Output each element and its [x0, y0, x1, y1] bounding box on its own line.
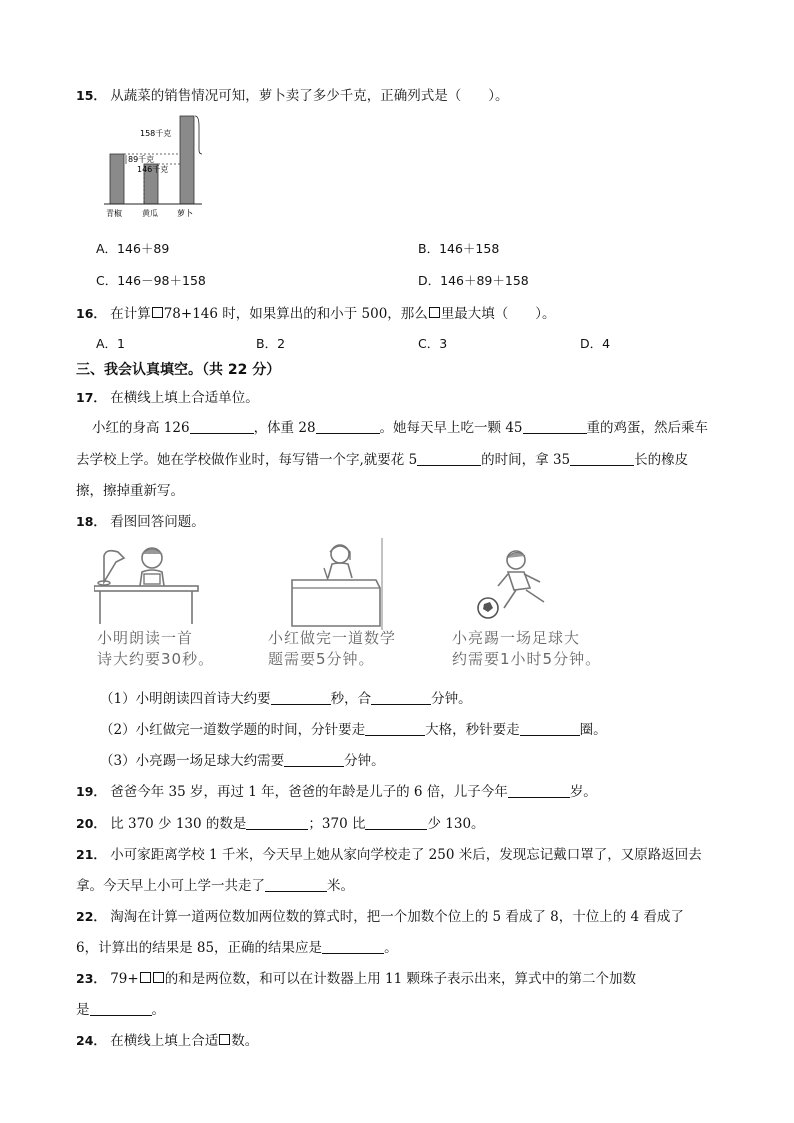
bar-luobo	[180, 116, 194, 204]
q21-line-1: 21． 小可家距离学校 1 千米，今天早上她从家向学校走了 250 米后，发现忘记戴口罩了，又原路返回去	[76, 847, 702, 863]
category-luobo: 萝卜	[177, 209, 193, 218]
boy-soccer-illustration	[474, 546, 564, 624]
blank-box-icon	[153, 972, 164, 983]
q19-stem: 19． 爸爸今年 35 岁，再过 1 年，爸爸的年龄是儿子的 6 倍，儿子今年 岁。	[76, 784, 597, 800]
pencil-icon	[324, 568, 328, 580]
question-number: 20．	[76, 816, 106, 831]
q15-text: 从蔬菜的销售情况可知，萝卜卖了多少千克，正确列式是（ ）。	[110, 88, 509, 104]
question-number: 15．	[76, 88, 106, 103]
q18-stem: 18． 看图回答问题。	[76, 514, 205, 530]
answer-blank[interactable]	[316, 419, 380, 434]
answer-blank[interactable]	[246, 815, 308, 830]
blank-box-icon	[429, 307, 440, 318]
q16-option-c[interactable]: C．3	[418, 336, 448, 351]
book-icon	[144, 574, 160, 584]
q15-option-b[interactable]: B．146＋158	[418, 241, 500, 256]
question-number: 18．	[76, 514, 106, 529]
answer-blank[interactable]	[265, 877, 327, 892]
answer-blank[interactable]	[523, 419, 587, 434]
question-number: 22．	[76, 909, 106, 924]
desk-icon	[292, 580, 380, 626]
blank-box-icon	[140, 972, 151, 983]
q18-subquestion-2: （2）小红做完一道数学题的时间，分针要走 大格，秒针要走 圈。	[100, 722, 607, 738]
section-title: 三、我会认真填空。（共 22 分）	[76, 362, 281, 378]
answer-blank[interactable]	[271, 690, 331, 705]
girl-homework-illustration	[288, 538, 398, 630]
answer-blank[interactable]	[417, 451, 481, 466]
q17-paragraph-line-3: 擦，擦掉重新写。	[76, 483, 184, 499]
answer-blank[interactable]	[190, 419, 254, 434]
boy-reading-illustration	[94, 542, 214, 626]
question-number: 16．	[76, 306, 106, 321]
q21-line-2: 拿。今天早上小可上学一共走了 米。	[76, 878, 354, 894]
question-number: 21．	[76, 847, 106, 862]
q23-line-1: 23． 79+ 的和是两位数，和可以在计数器上用 11 颗珠子表示出来，算式中的第二个加数	[76, 971, 636, 987]
label-158-kg: 158千克	[140, 129, 172, 138]
question-number: 24．	[76, 1033, 106, 1048]
label-146-kg: 146千克	[137, 165, 169, 174]
desk-icon	[94, 586, 198, 591]
q24-stem: 24． 在横线上填上合适 数。	[76, 1033, 259, 1049]
q17-paragraph-line-2: 去学校上学。她在学校做作业时，每写错一个字,就要花 5 的时间，拿 35 长的橡皮	[76, 452, 689, 468]
caption-xiaoliang: 小亮踢一场足球大 约需要1小时5分钟。	[452, 629, 602, 668]
answer-blank[interactable]	[508, 783, 570, 798]
answer-blank[interactable]	[90, 1001, 152, 1016]
lamp-icon	[104, 551, 124, 582]
blank-box-icon	[152, 307, 163, 318]
category-qingjiao: 青椒	[106, 209, 122, 218]
q22-line-1: 22． 淘淘在计算一道两位数加两位数的算式时，把一个加数个位上的 5 看成了 8，十位上的 4 看成了	[76, 909, 684, 925]
question-number: 19．	[76, 784, 106, 799]
q20-stem: 20． 比 370 少 130 的数是 ；370 比 少 130。	[76, 816, 485, 832]
q16-option-d[interactable]: D．4	[580, 336, 611, 351]
q16-stem: 16． 在计算 78+146 时，如果算出的和小于 500，那么 里最大填（ ）。	[76, 306, 556, 322]
answer-blank[interactable]	[520, 721, 580, 736]
bar-qingjiao	[110, 154, 124, 204]
blank-box-icon	[219, 1034, 230, 1045]
vegetable-sales-bar-figure	[104, 112, 214, 222]
question-number: 23．	[76, 971, 106, 986]
answer-blank[interactable]	[570, 451, 634, 466]
q18-subquestion-3: （3）小亮踢一场足球大约需要 分钟。	[100, 753, 385, 769]
q17-stem: 17． 在横线上填上合适单位。	[76, 390, 259, 406]
caption-xiaohong: 小红做完一道数学 题需要5分钟。	[268, 629, 397, 668]
label-89-kg: 89千克	[128, 155, 155, 164]
q15-option-d[interactable]: D．146＋89＋158	[418, 273, 529, 288]
category-huanggua: 黄瓜	[142, 209, 158, 218]
q16-option-b[interactable]: B．2	[256, 336, 286, 351]
q18-subquestion-1: （1）小明朗读四首诗大约要 秒，合 分钟。	[100, 691, 472, 707]
q15-stem	[76, 84, 508, 104]
answer-blank[interactable]	[322, 939, 384, 954]
q22-line-2: 6，计算出的结果是 85，正确的结果应是 。	[76, 940, 398, 956]
answer-blank[interactable]	[371, 690, 431, 705]
answer-blank[interactable]	[365, 721, 425, 736]
answer-blank[interactable]	[284, 752, 344, 767]
caption-xiaoming: 小明朗读一首 诗大约要30秒。	[97, 629, 215, 668]
q15-option-a[interactable]: A．146＋89	[96, 241, 170, 256]
q16-option-a[interactable]: A．1	[96, 336, 126, 351]
q23-line-2: 是 。	[76, 1002, 165, 1018]
answer-blank[interactable]	[365, 815, 427, 830]
question-number: 17．	[76, 390, 106, 405]
q17-paragraph-line-1: 小红的身高 126 ，体重 28 。她每天早上吃一颗 45 重的鸡蛋，然后乘车	[92, 420, 709, 436]
q15-option-c[interactable]: C．146－98＋158	[96, 273, 206, 288]
